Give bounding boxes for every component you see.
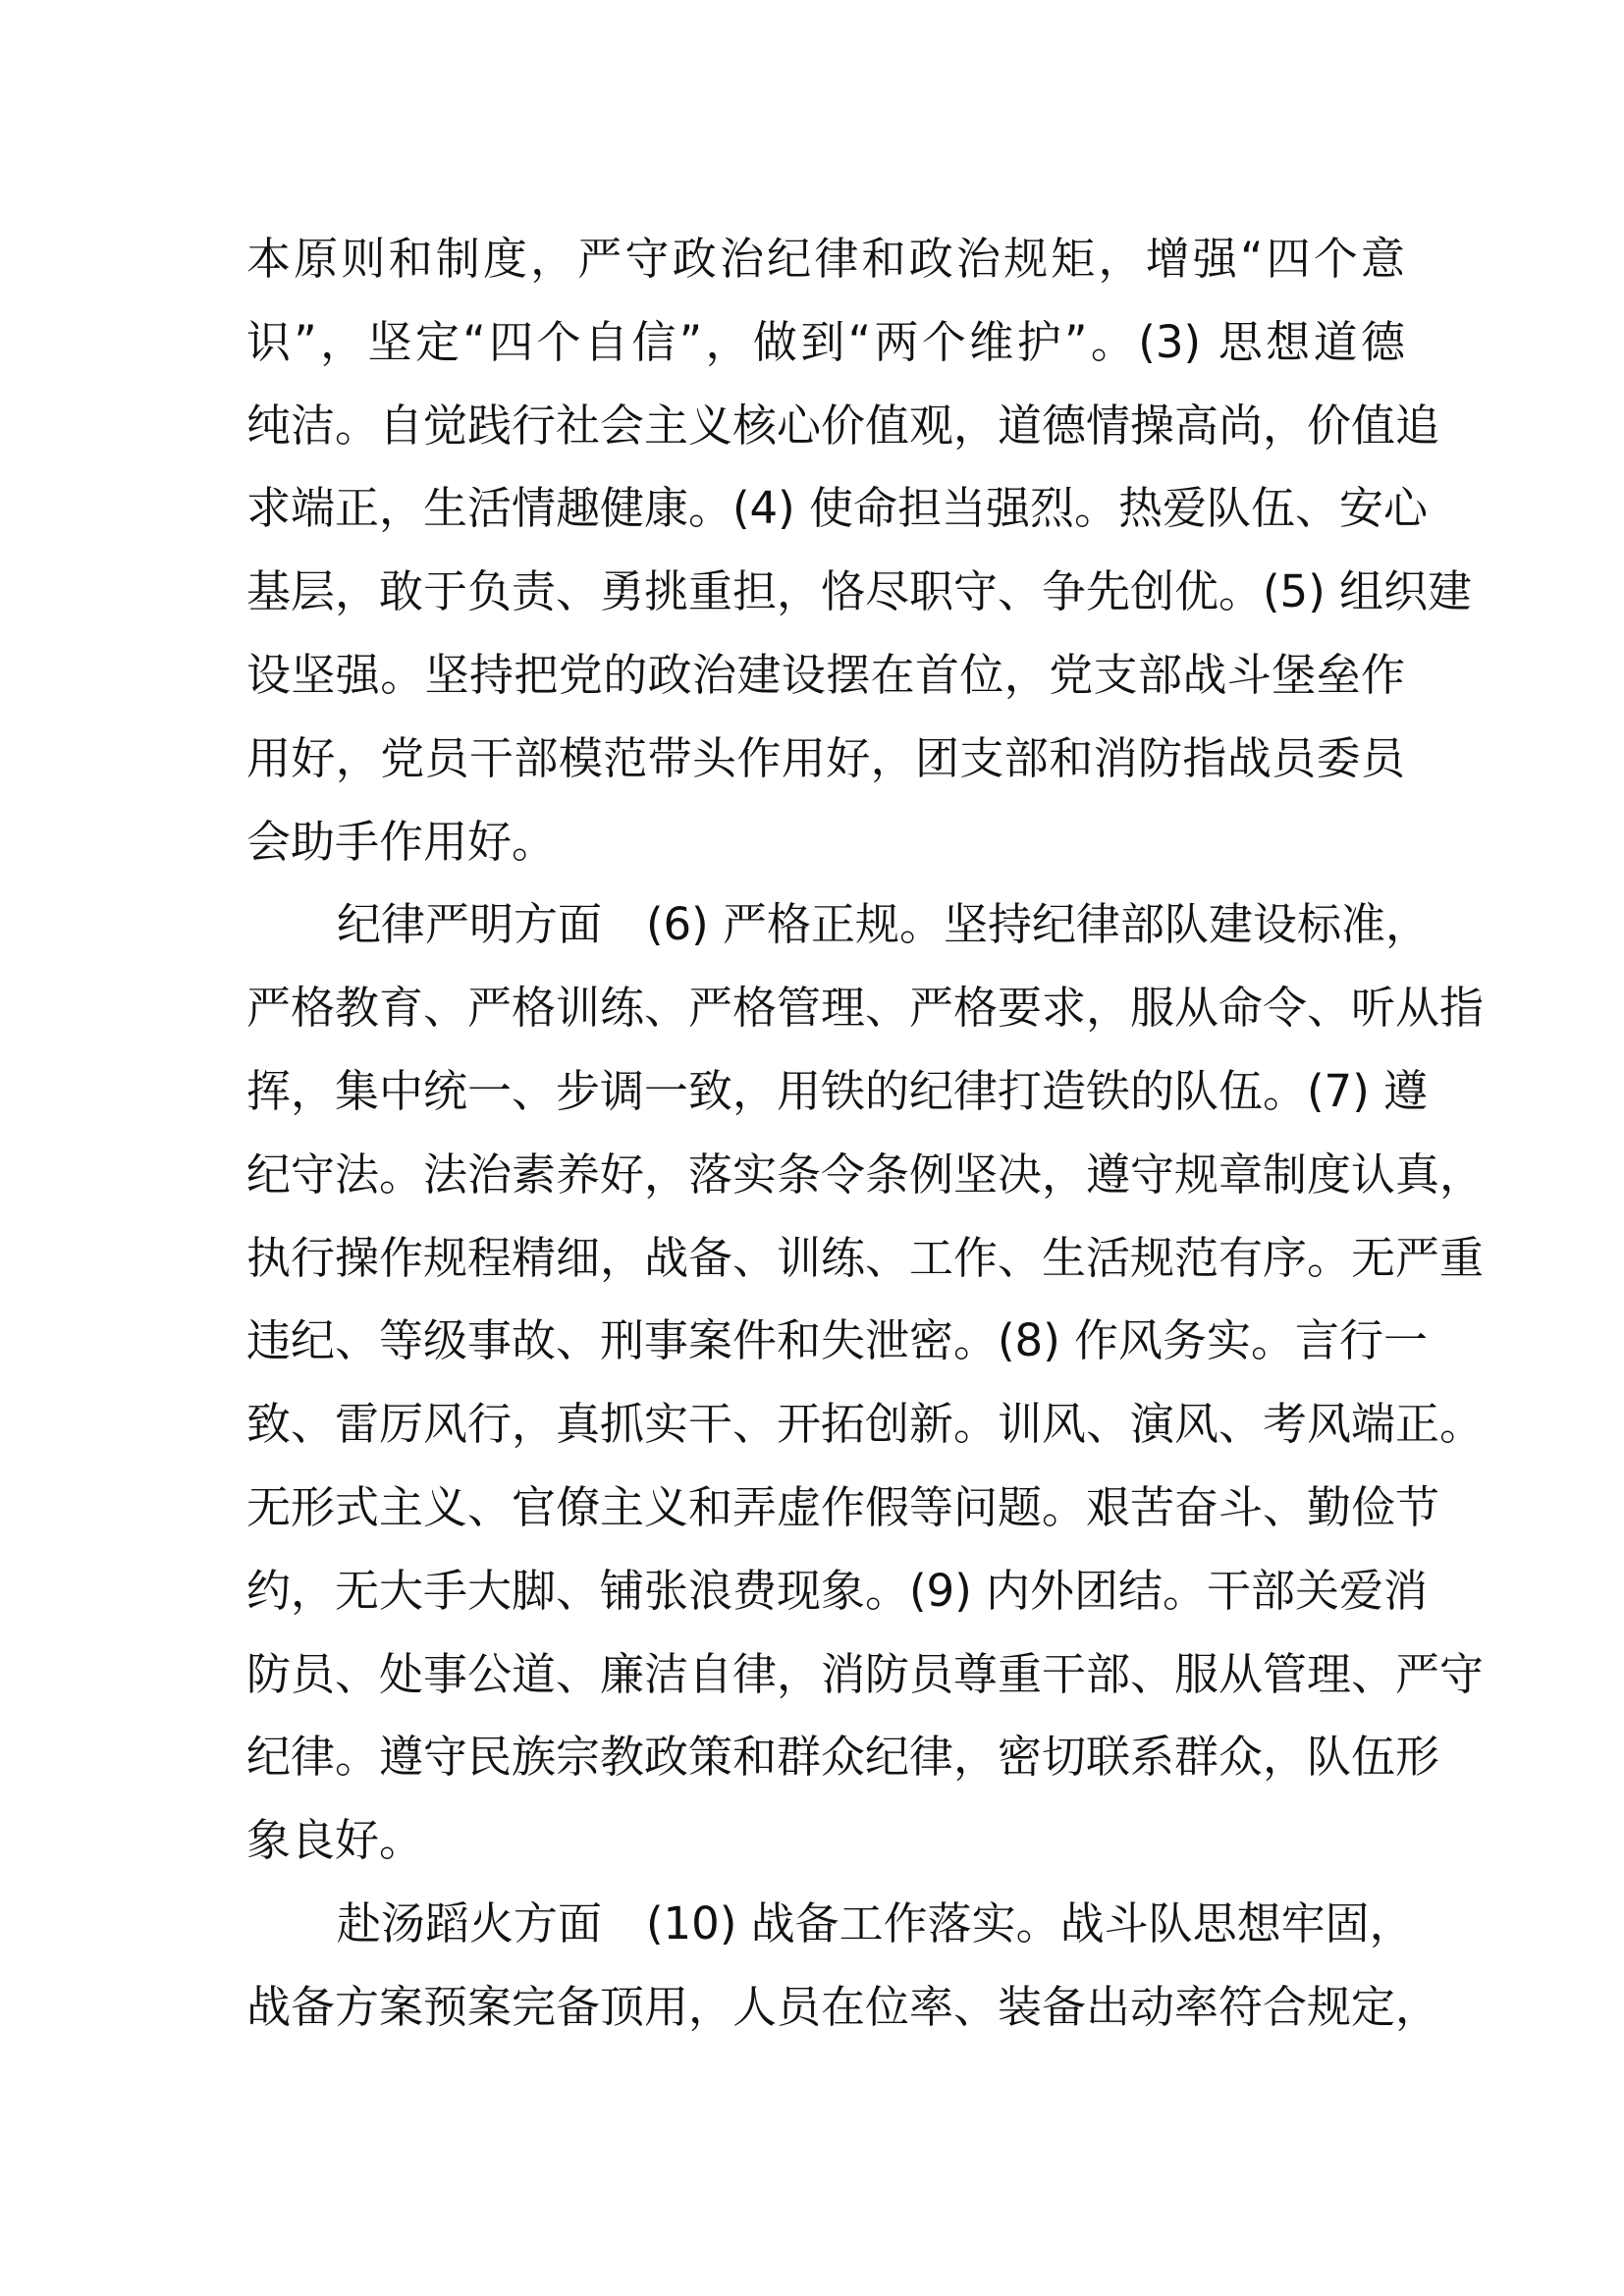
text-line: 求端正，生活情趣健康。(4) 使命担当强烈。热爱队伍、安心 — [246, 482, 1429, 535]
section-heading-line: 纪律严明方面 (6) 严格正规。坚持纪律部队建设标准， — [337, 898, 1431, 951]
text-line: 防员、处事公道、廉洁自律，消防员尊重干部、服从管理、严守 — [246, 1647, 1485, 1700]
text-line: 纪律。遵守民族宗教政策和群众纪律，密切联系群众，队伍形 — [246, 1731, 1440, 1784]
text-line: 约，无大手大脚、铺张浪费现象。(9) 内外团结。干部关爱消 — [246, 1564, 1429, 1617]
text-line: 纯洁。自觉践行社会主义核心价值观，道德情操高尚，价值追 — [246, 399, 1440, 452]
text-line: 战备方案预案完备顶用，人员在位率、装备出动率符合规定， — [246, 1980, 1440, 2033]
text-line: 基层，敢于负责、勇挑重担，恪尽职守、争先创优。(5) 组织建 — [246, 565, 1473, 618]
paragraph-end-line: 会助手作用好。 — [246, 815, 557, 868]
text-line: 用好，党员干部模范带头作用好，团支部和消防指战员委员 — [246, 731, 1405, 784]
text-line: 纪守法。法治素养好，落实条令条例坚决，遵守规章制度认真， — [246, 1148, 1485, 1201]
text-line: 严格教育、严格训练、严格管理、严格要求，服从命令、听从指 — [246, 982, 1485, 1035]
text-line: 执行操作规程精细，战备、训练、工作、生活规范有序。无严重 — [246, 1231, 1485, 1284]
text-line: 设坚强。坚持把党的政治建设摆在首位，党支部战斗堡垒作 — [246, 648, 1405, 701]
paragraph-end-line: 象良好。 — [246, 1814, 424, 1867]
text-line: 致、雷厉风行，真抓实干、开拓创新。训风、演风、考风端正。 — [246, 1398, 1485, 1451]
text-line: 本原则和制度，严守政治纪律和政治规矩，增强“四个意 — [246, 233, 1405, 285]
text-line: 识”，坚定“四个自信”，做到“两个维护”。(3) 思想道德 — [246, 315, 1405, 368]
text-line: 挥，集中统一、步调一致，用铁的纪律打造铁的队伍。(7) 遵 — [246, 1064, 1429, 1117]
text-line: 违纪、等级事故、刑事案件和失泄密。(8) 作风务实。言行一 — [246, 1314, 1429, 1367]
text-line: 无形式主义、官僚主义和弄虚作假等问题。艰苦奋斗、勤俭节 — [246, 1480, 1440, 1533]
body-text — [246, 218, 1485, 2050]
section-heading-line: 赴汤蹈火方面 (10) 战备工作落实。战斗队思想牢固， — [337, 1896, 1414, 1949]
